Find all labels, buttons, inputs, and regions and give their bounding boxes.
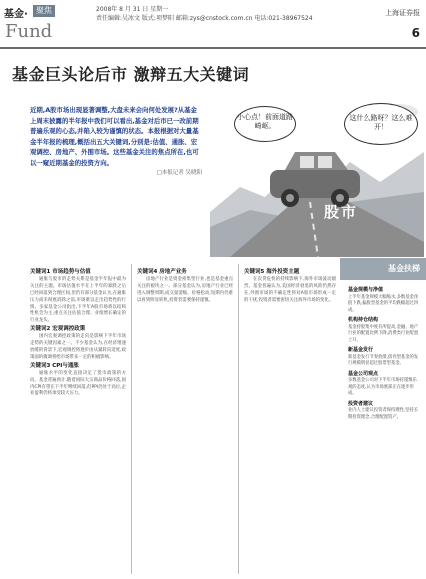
column-2 bbox=[137, 268, 233, 305]
page-title: 基金巨头论后市 激辩五大关键词 bbox=[12, 65, 250, 84]
sidebar-item-heading: 基金规模与净值 bbox=[348, 287, 384, 293]
sidebar-item-body: 基金持股集中度有所提高,金融、地产行业的配置比例下降,消费类行业配置上升。 bbox=[348, 324, 419, 343]
sidebar-item-body: 上半年基金规模大幅缩水,多数基金净值下跌,偏股型基金的平均跌幅超过四成。 bbox=[348, 294, 419, 313]
byline: □本报记者 吴晓阳 bbox=[156, 170, 202, 176]
paper-name: 上海证券报 bbox=[385, 9, 420, 17]
section-tag: 聚焦 bbox=[33, 5, 55, 17]
column-3 bbox=[244, 268, 336, 305]
section-heading: 关键词2 宏观调控政策 bbox=[30, 326, 86, 333]
speech-bubble-left: 小心点！前面道路崎岖。 bbox=[234, 106, 296, 142]
section-name: Fund bbox=[5, 21, 53, 42]
column-divider bbox=[238, 264, 239, 574]
sidebar-item-body: 多数基金公司对下半年市场持谨慎乐观的态度,认为市场底部正在逐步形成。 bbox=[348, 378, 417, 396]
sidebar-item-body: 新基金发行节奏放缓,债券型基金的发行规模明显超过股票型基金。 bbox=[348, 354, 419, 366]
section-heading: 关键词5 海外投资主题 bbox=[244, 269, 300, 275]
editor-line: 责任编辑:吴冰文 版式:项梦阳 邮箱:zys@cnstock.com.cn 电话:021-38967524 bbox=[96, 15, 313, 22]
illustration-title: 股市 bbox=[324, 203, 359, 221]
page-header bbox=[0, 0, 426, 48]
sidebar-item-heading: 基金公司观点 bbox=[348, 370, 379, 377]
sidebar-banner bbox=[340, 258, 426, 280]
section-heading: 关键词4 房地产业务 bbox=[137, 269, 187, 275]
section-heading: 关键词3 CPI与通胀 bbox=[30, 362, 79, 369]
section-body: 房地产行业是资金密集型行业,也是基金重点关注的板块之一。部分基金认为,房地产行业已经进入调整周期,成交量萎缩、价格松动,短期内仍难以看到明显转机,投资者需要保持谨慎。 bbox=[137, 276, 233, 303]
sidebar-item-heading: 投资者建议 bbox=[348, 400, 374, 407]
section-heading: 关键词1 市场趋势与估值 bbox=[30, 269, 91, 275]
sidebar-item-heading: 机构持仓结构 bbox=[348, 317, 379, 323]
section-body: 国内宏观调控政策的走向是影响下半年市场走势的关键因素之一。不少基金认为,在经济增速放缓的背景下,宏观调控将逐步由从紧转向适度,政策面的微调将给市场带来一定的积极影响。 bbox=[30, 334, 126, 360]
sidebar-item-body: 业内人士建议投资者保持理性,坚持长期投资理念,合理配置资产。 bbox=[348, 408, 419, 420]
sidebar-item-heading: 新基金发行 bbox=[348, 347, 374, 353]
sidebar-banner-title: 基金扶梯 bbox=[388, 264, 420, 273]
column-divider bbox=[131, 264, 132, 574]
section-body: 通胀与股市的走势关系是基金半年报中最为关注的主题。市场估值水平在上半年的暴跌之后已经回落到合理区间,但仍有部分基金认为,在通胀压力尚未彻底消除之前,市场难以走出趋势性的行情。多家基金公司指出,下半年A股市场将以结构性机会为主,重点关注估值合理、业绩增长确定的行业龙头。 bbox=[30, 276, 126, 324]
sidebar-column bbox=[348, 284, 420, 421]
brand-label: 基金· bbox=[4, 9, 28, 20]
header-rule bbox=[0, 47, 426, 49]
date-line: 2008年 8 月 31 日 星期一 bbox=[96, 6, 169, 13]
section-body: 通胀水平的变化直接决定了货币政策的方向。基金普遍预计,随着国际大宗商品价格回落,国内CPI有望在下半年继续回落,但PPI仍处于高位,企业盈利仍将承受较大压力。 bbox=[30, 370, 126, 397]
lead-paragraph bbox=[30, 105, 202, 179]
column-1 bbox=[30, 268, 126, 398]
page-number: 6 bbox=[411, 26, 420, 40]
section-body: 在次贷危机的持续影响下,海外市场波动剧烈。基金普遍认为,美国经济衰退的风险仍然存在,外围市场的不确定性将对A股市场形成一定的干扰,投资者需要密切关注海外市场的变化。 bbox=[244, 276, 336, 303]
speech-bubble-right: 这什么路呀？这么难开！ bbox=[344, 103, 418, 145]
lead-text: 近期,A股市场出现显著调整,大盘未来会向何处发展?从基金上周末披露的半年报中我们可以看出,基金对后市已一改前期普遍乐观的心态,并陷入较为谨慎的状态。本报根据对大量基金半年报的梳理,概括出五大关键词,分别是:估值、通胀、宏观调控、房地产、外围市场。这些基金关注的焦点所在,也可以一窥近期基金的投资方向。 bbox=[30, 106, 199, 167]
